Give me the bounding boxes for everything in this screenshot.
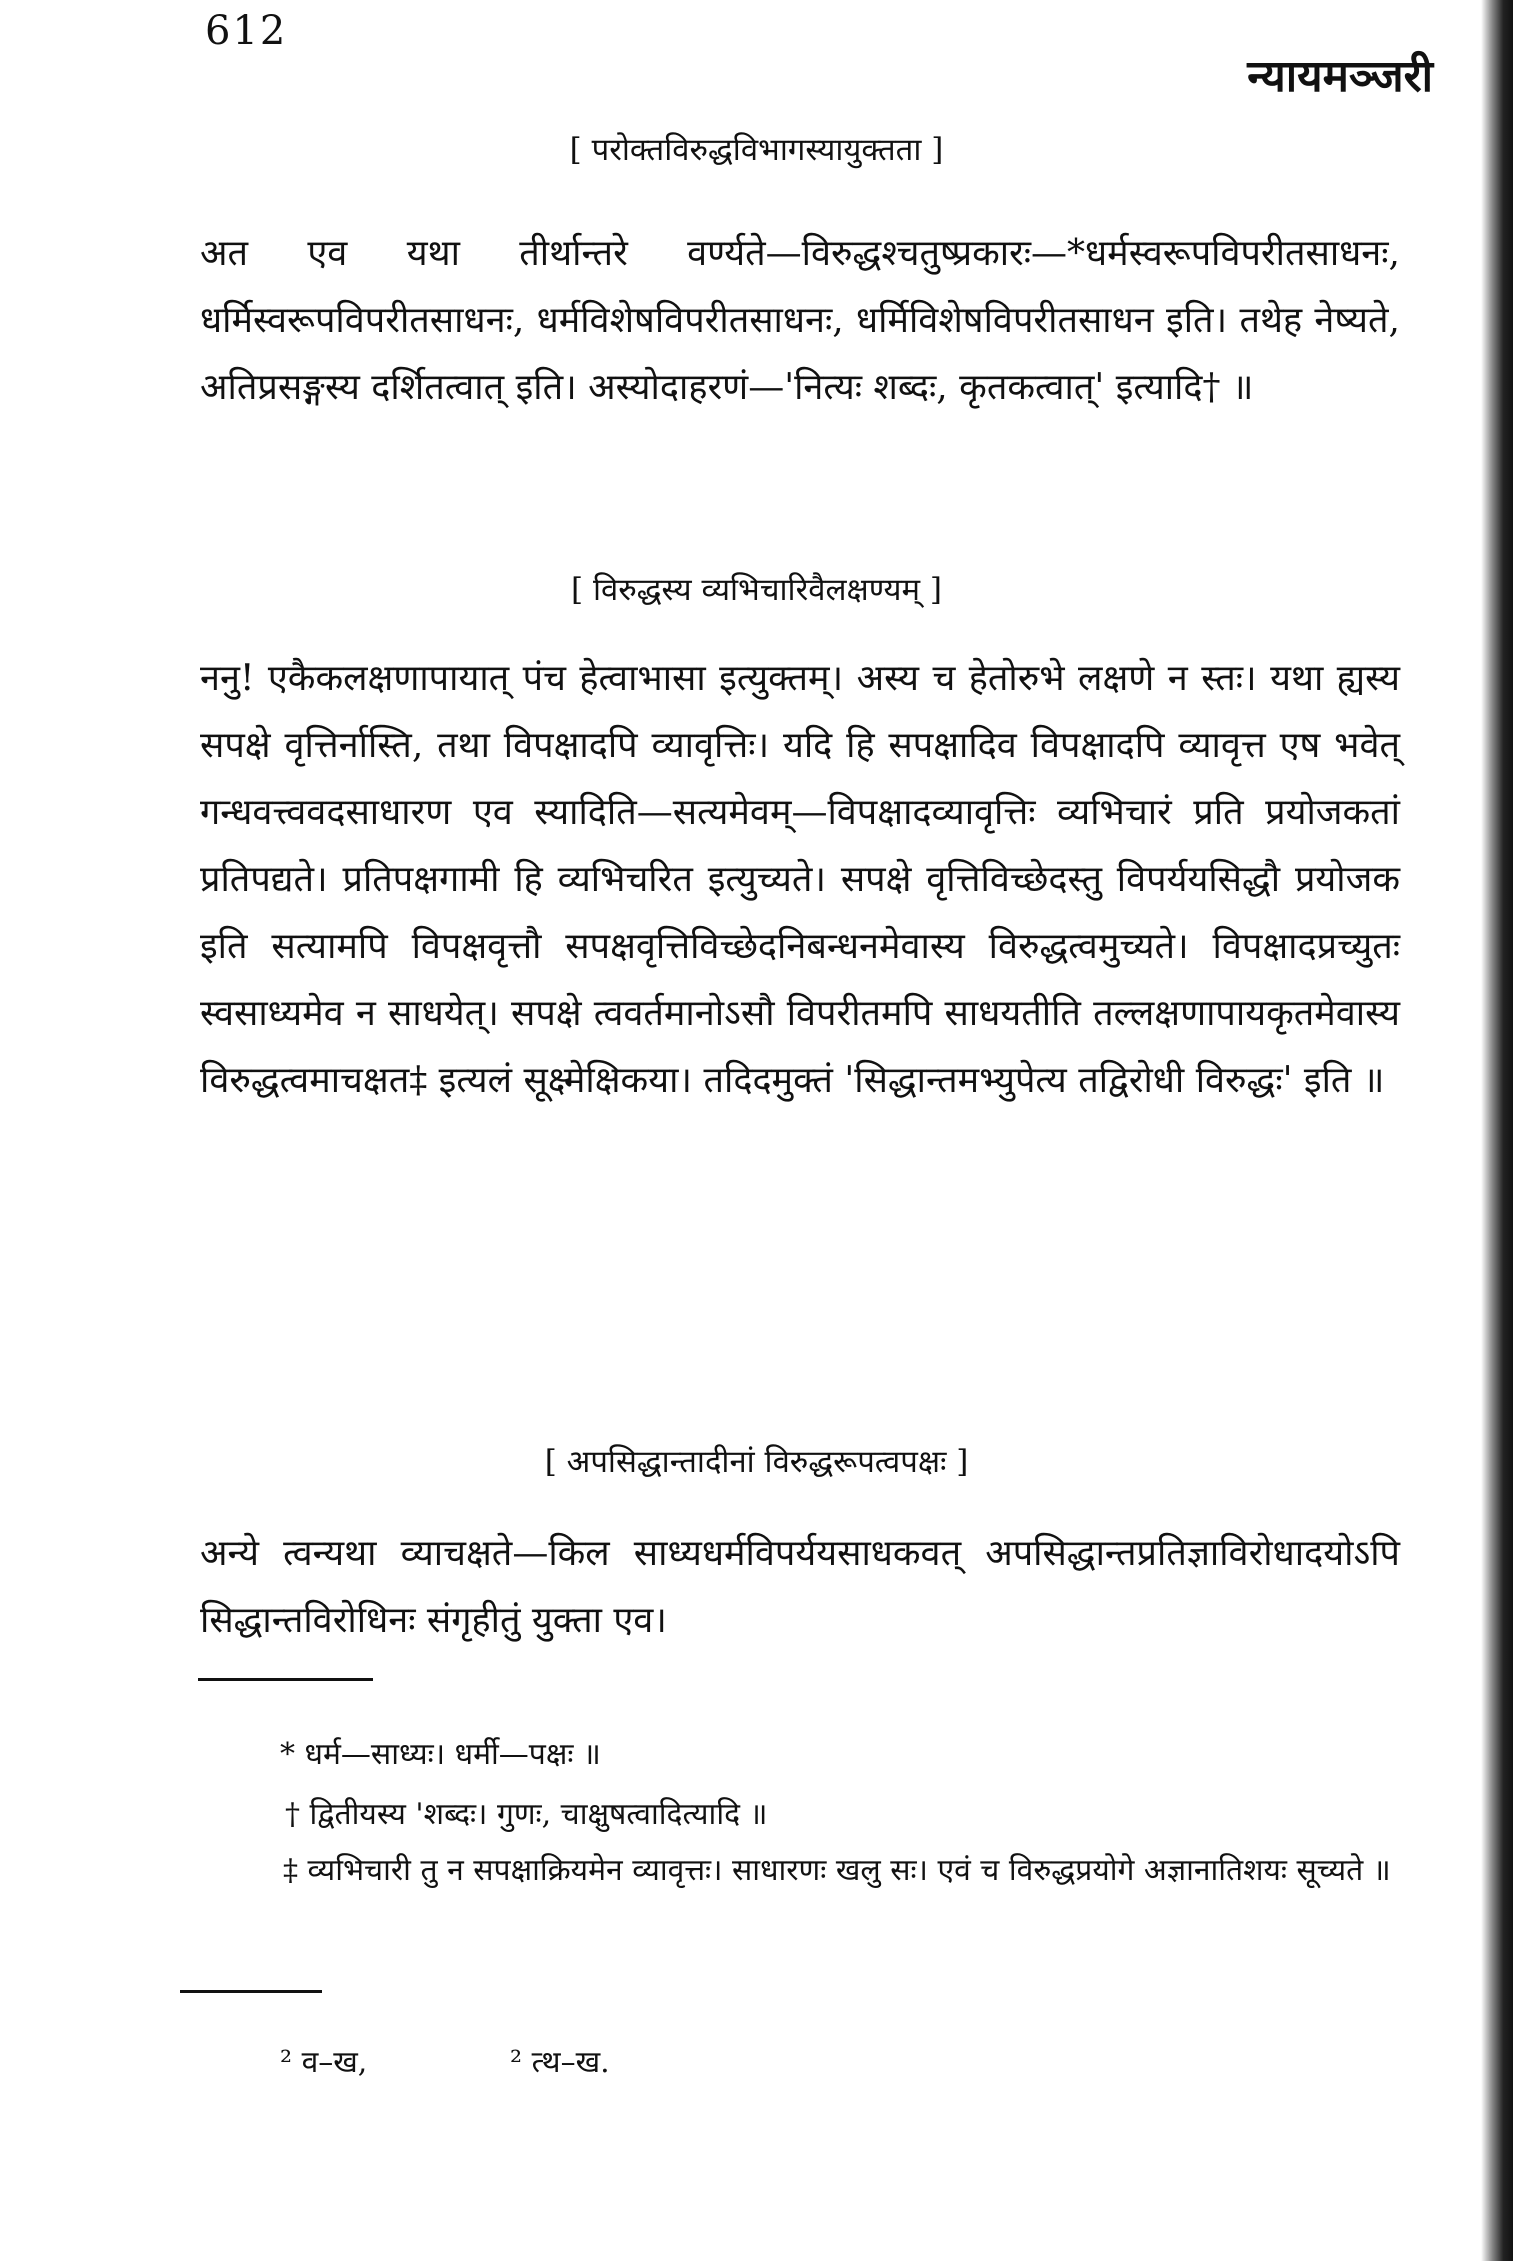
variant-reading: ² त्थ–ख. — [510, 2045, 610, 2080]
footnote: * धर्म—साध्यः। धर्मी—पक्षः ॥ — [280, 1737, 601, 1772]
variant-rule — [180, 1990, 322, 1993]
section-heading: [ परोक्तविरुद्धविभागस्यायुक्तता ] — [569, 132, 944, 168]
scan-margin-edge — [1481, 0, 1513, 2261]
running-head: न्यायमञ्जरी — [1247, 51, 1433, 102]
section-paragraph: ननु! एकैकलक्षणापायात् पंच हेत्वाभासा इत्युक्तम्। अस्य च हेतोरुभे लक्षणे न स्तः। यथा ह्यस्य सपक्षे वृत्तिर्नास्ति, तथा विपक्षादपि व्यावृत्तिः। यदि हि सपक्षादिव विपक्षादपि व्यावृत्त एष भवेत् गन्धवत्त्ववदसाधारण एव स्यादिति—सत्यमेवम्—विपक्षादव्यावृत्तिः व्यभिचारं प्रति प्रयोजकतां प्रतिपद्यते। प्रतिपक्षगामी हि व्यभिचरित इत्युच्यते। सपक्षे वृत्तिविच्छेदस्तु विपर्ययसिद्धौ प्रयोजक इति सत्यामपि विपक्षवृत्तौ सपक्षवृत्तिविच्छेदनिबन्धनमेवास्य विरुद्धत्वमुच्यते। विपक्षादप्रच्युतः स्वसाध्यमेव न साधयेत्। सपक्षे त्ववर्तमानोऽसौ विपरीतमपि साधयतीति तल्लक्षणापायकृतमेवास्य विरुद्धत्वमाचक्षत‡ इत्यलं सूक्ष्मेक्षिकया। तदिदमुक्तं 'सिद्धान्तमभ्युपेत्य तद्विरोधी विरुद्धः' इति ॥ — [200, 658, 1400, 1101]
section-heading: [ विरुद्धस्य व्यभिचारिवैलक्षण्यम् ] — [571, 572, 942, 608]
footnote: † द्वितीयस्य 'शब्दः। गुणः, चाक्षुषत्वादित्यादि ॥ — [285, 1797, 768, 1832]
page-number: 612 — [205, 8, 288, 54]
variant-reading: ² व–ख, — [280, 2045, 368, 2080]
section-heading: [ अपसिद्धान्तादीनां विरुद्धरूपत्वपक्षः ] — [544, 1444, 969, 1480]
footnote-rule — [198, 1678, 373, 1681]
section-paragraph: अत एव यथा तीर्थान्तरे वर्ण्यते—विरुद्धश्चतुष्प्रकारः—*धर्मस्वरूपविपरीतसाधनः, धर्मिस्वरूपविपरीतसाधनः, धर्मविशेषविपरीतसाधनः, धर्मिविशेषविपरीतसाधन इति। तथेह नेष्यते, अतिप्रसङ्गस्य दर्शितत्वात् इति। अस्योदाहरणं—'नित्यः शब्दः, कृतकत्वात्' इत्यादि† ॥ — [200, 233, 1400, 408]
footnote: ‡ व्यभिचारी तु न सपक्षाक्रियमेन व्यावृत्तः। साधारणः खलु सः। एवं च विरुद्धप्रयोगे अज्ञानातिशयः सूच्यते ॥ — [283, 1853, 1391, 1888]
section-paragraph: अन्ये त्वन्यथा व्याचक्षते—किल साध्यधर्मविपर्ययसाधकवत् अपसिद्धान्तप्रतिज्ञाविरोधादयोऽपि सिद्धान्तविरोधिनः संगृहीतुं युक्ता एव। — [200, 1533, 1400, 1641]
